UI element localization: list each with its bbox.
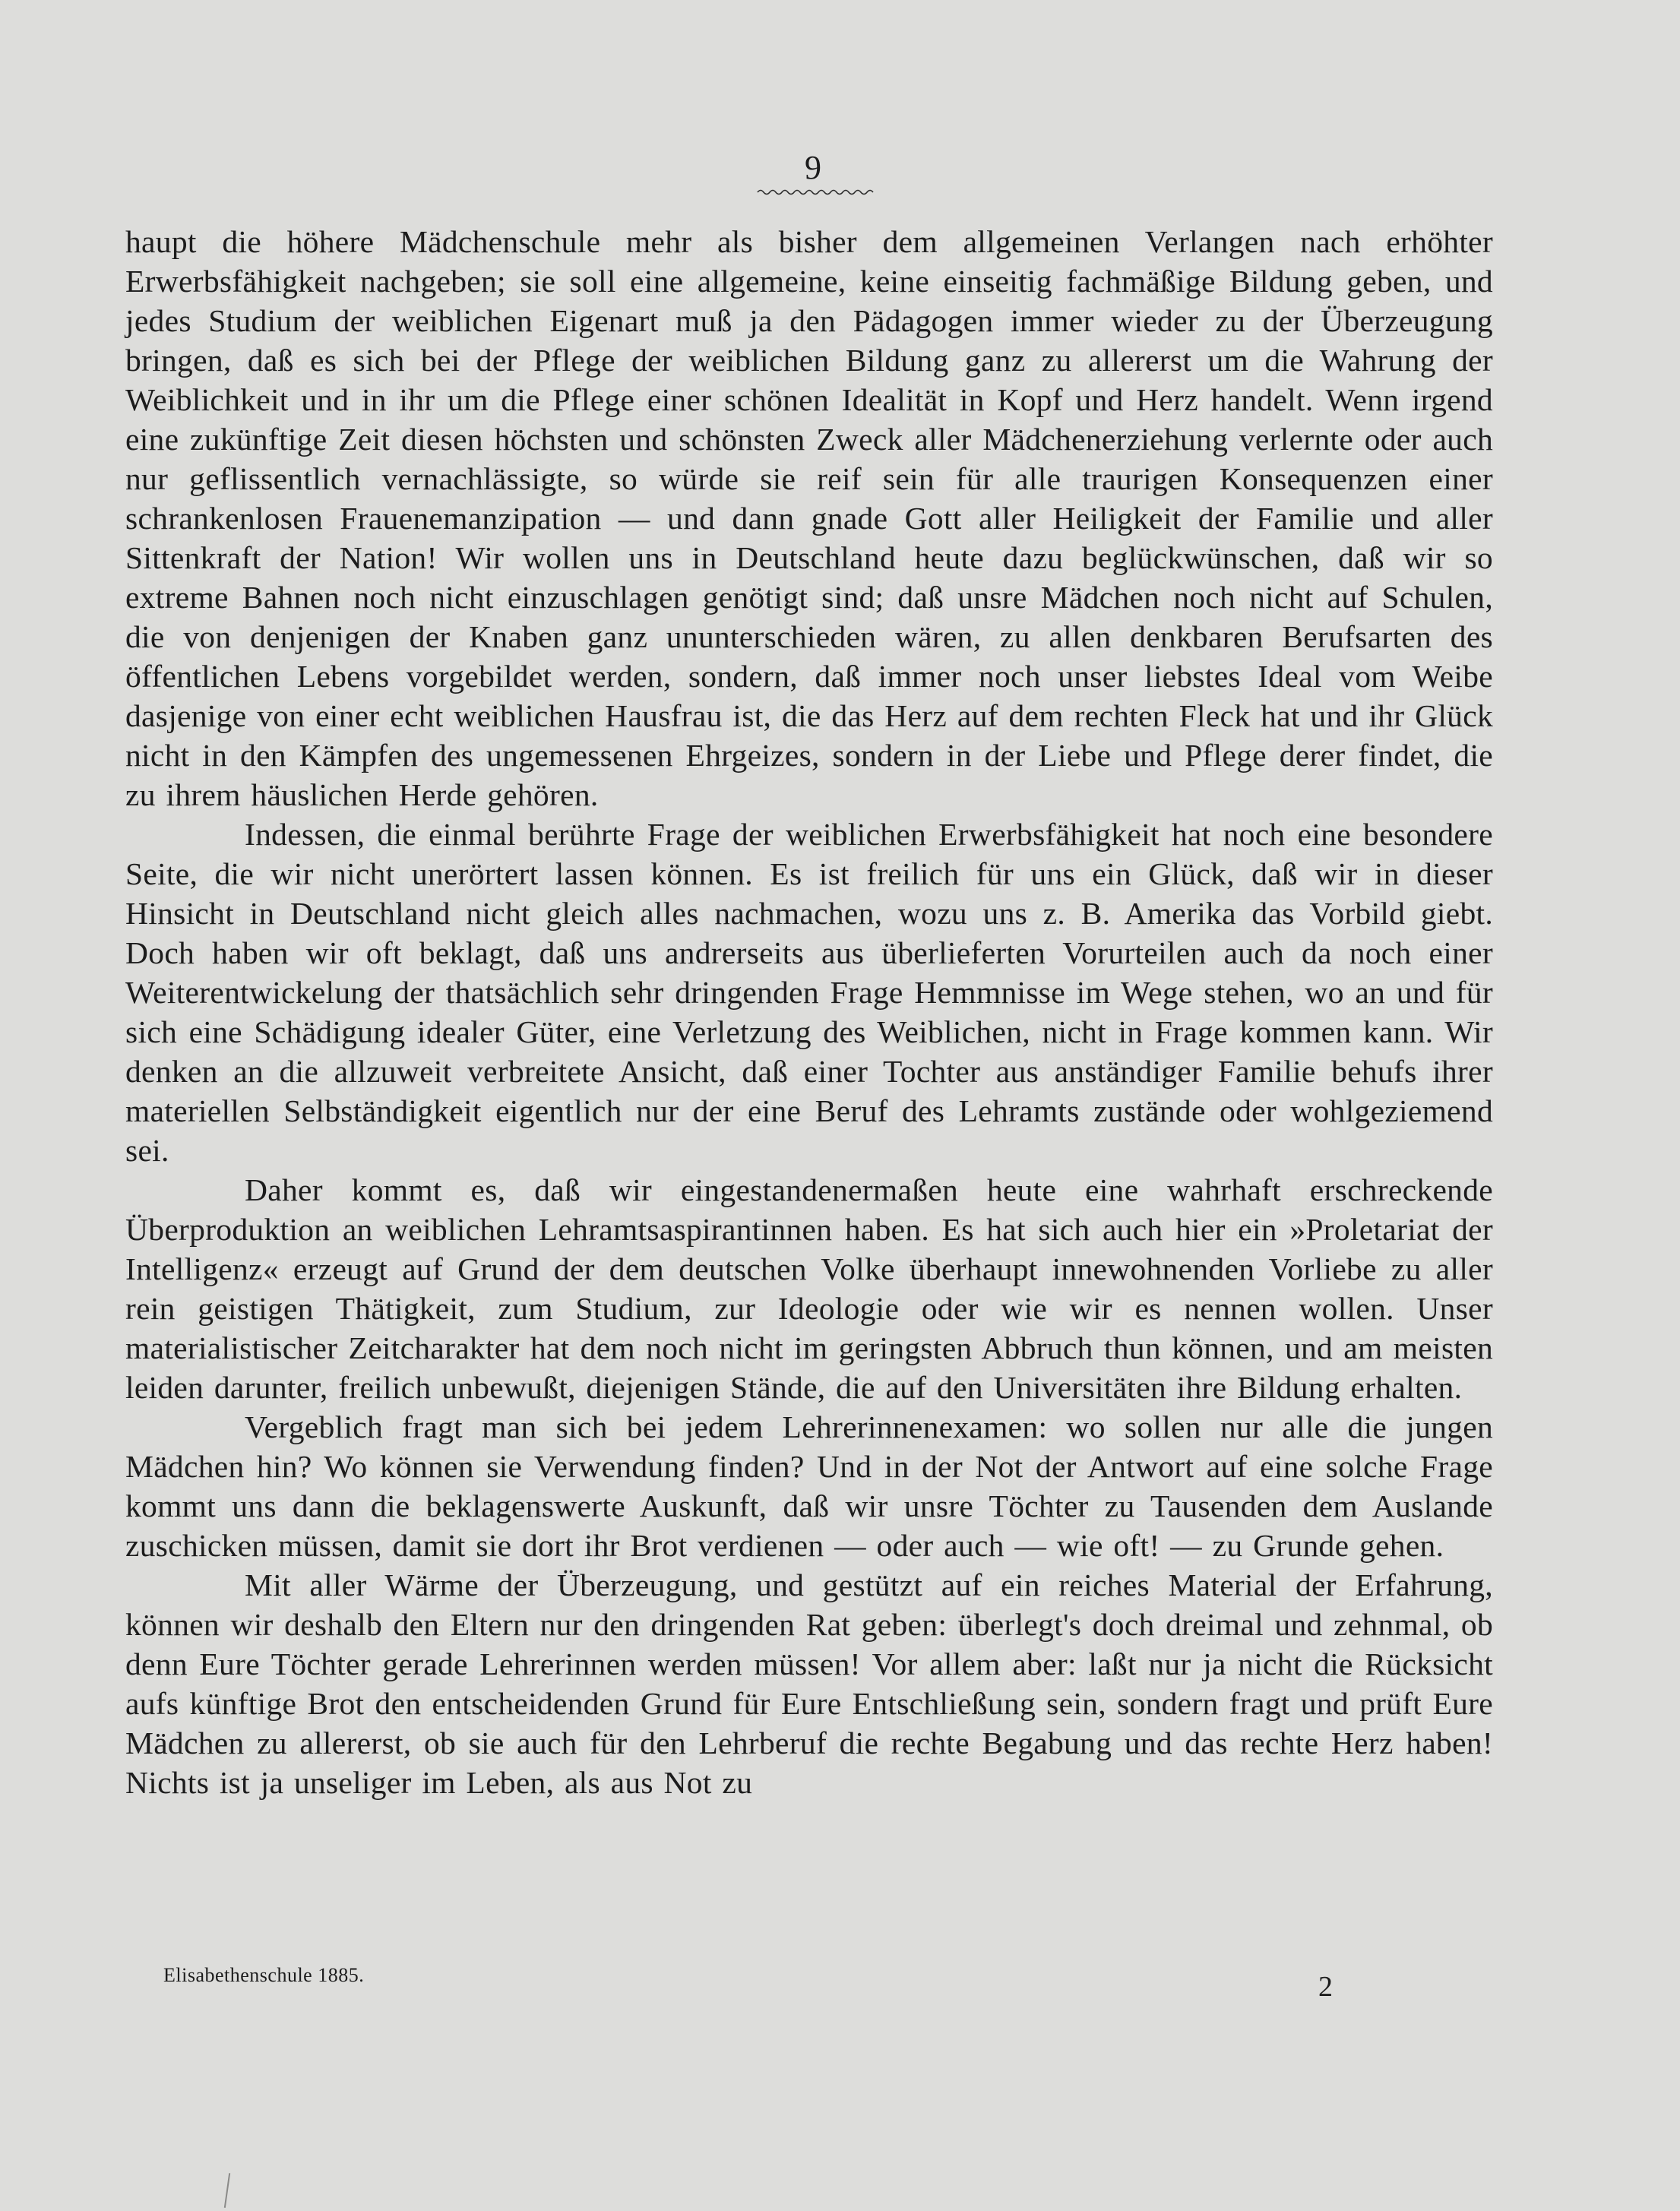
paragraph: Indessen, die einmal berührte Frage der weiblichen Erwerbsfähigkeit hat noch eine besondere Seite, die wir nicht unerörtert lassen können. Es ist freilich für uns ein Glück, daß wir in dieser Hinsicht in Deutschland nicht gleich alles nachmachen, wozu uns z. B. Amerika das Vorbild giebt. Doch haben wir oft beklagt, daß uns andrerseits aus überlieferten Vorurteilen auch da noch einer Weiterentwickelung der thatsächlich sehr dringenden Frage Hemmnisse im Wege stehen, wo an und für sich eine Schädigung idealer Güter, eine Verletzung des Weiblichen, nicht in Frage kommen kann. Wir denken an die allzuweit verbreitete Ansicht, daß einer Tochter aus anständiger Familie behufs ihrer materiellen Selbständigkeit eigentlich nur der eine Beruf des Lehramts zustände oder wohlgeziemend sei. [125,817,1493,1168]
scan-edge-mark [224,2173,230,2208]
ornament-rule [756,187,878,198]
paragraph: Vergeblich fragt man sich bei jedem Lehrerinnenexamen: wo sollen nur alle die jungen Mädchen hin? Wo können sie Verwendung finden? Und in der Not der Antwort auf eine solche Frage kommt uns dann die beklagenswerte Auskunft, daß wir unsre Töchter zu Tausenden dem Auslande zuschicken müssen, damit sie dort ihr Brot verdienen — oder auch — wie oft! — zu Grunde gehen. [125,1409,1493,1563]
page-number: 9 [805,149,821,186]
paragraph: haupt die höhere Mädchenschule mehr als bisher dem allgemeinen Verlangen nach erhöhter Erwerbsfähigkeit nachgeben; sie soll eine allgemeine, keine einseitig fachmäßige Bildung geben, und jedes Studium der weiblichen Eigenart muß ja den Pädagogen immer wieder zu der Überzeugung bringen, daß es sich bei der Pflege der weiblichen Bildung ganz zu allererst um die Wahrung der Weiblichkeit und in ihr um die Pflege einer schönen Idealität in Kopf und Herz handelt. Wenn irgend eine zukünftige Zeit diesen höchsten und schönsten Zweck aller Mädchenerziehung verlernte oder auch nur geflissentlich vernachlässigte, so würde sie reif sein für alle traurigen Konsequenzen einer schrankenlosen Frauenemanzipation — und dann gnade Gott aller Heiligkeit der Familie und aller Sittenkraft der Nation! Wir wollen uns in Deutschland heute dazu beglückwünschen, daß wir so extreme Bahnen noch nicht einzuschlagen genötigt sind; daß unsre Mädchen noch nicht auf Schulen, die von denjenigen der Knaben ganz ununterschieden wären, zu allen denkbaren Berufsarten des öffentlichen Lebens vorgebildet werden, sondern, daß immer noch unser liebstes Ideal vom Weibe dasjenige von einer echt weiblichen Hausfrau ist, die das Herz auf dem rechten Fleck hat und ihr Glück nicht in den Kämpfen des ungemessenen Ehrgeizes, sondern in der Liebe und Pflege derer findet, die zu ihrem häuslichen Herde gehören. [125,224,1493,812]
footer-signature: Elisabethenschule 1885. [163,1964,365,1986]
body-text [125,222,1493,1802]
paragraph: Daher kommt es, daß wir eingestandenermaßen heute eine wahrhaft erschreckende Überproduktion an weiblichen Lehramtsaspirantinnen haben. Es hat sich auch hier ein »Proletariat der Intelligenz« erzeugt auf Grund der dem deutschen Volke überhaupt innewohnenden Vorliebe zu aller rein geistigen Thätigkeit, zum Studium, zur Ideologie oder wie wir es nennen wollen. Unser materialistischer Zeitcharakter hat dem noch nicht im geringsten Abbruch thun können, und am meisten leiden darunter, freilich unbewußt, diejenigen Stände, die auf den Universitäten ihre Bildung erhalten. [125,1172,1493,1405]
paragraph: Mit aller Wärme der Überzeugung, und gestützt auf ein reiches Material der Erfahrung, können wir deshalb den Eltern nur den dringenden Rat geben: überlegt's doch dreimal und zehnmal, ob denn Eure Töchter gerade Lehrerinnen werden müssen! Vor allem aber: laßt nur ja nicht die Rücksicht aufs künftige Brot den entscheidenden Grund für Eure Entschließung sein, sondern fragt und prüft Eure Mädchen zu allererst, ob sie auch für den Lehrberuf die rechte Begabung und das rechte Herz haben! Nichts ist ja unseliger im Leben, als aus Not zu [125,1567,1493,1800]
sheet-number: 2 [1318,1971,1333,2003]
